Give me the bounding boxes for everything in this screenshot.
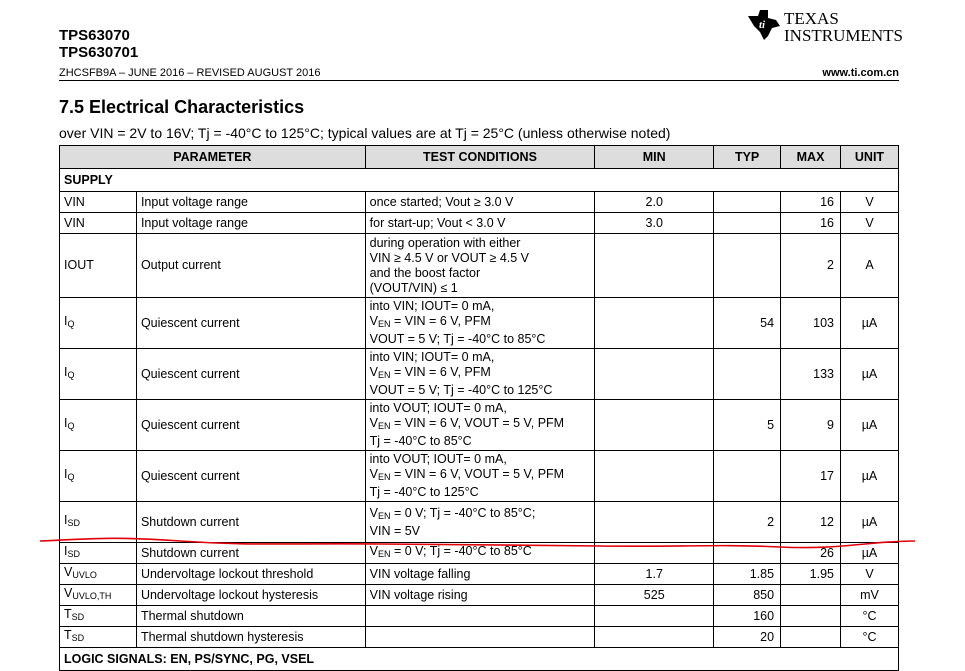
value-typ	[714, 349, 781, 400]
symbol-subscript: Q	[67, 319, 75, 329]
parameter-symbol	[60, 451, 137, 502]
value-max: 133	[781, 349, 841, 400]
parameter-symbol	[60, 298, 137, 349]
value-min	[595, 298, 714, 349]
condition-line: VOUT = 5 V; Tj = -40°C to 85°C	[369, 332, 546, 346]
condition-line: into VIN; IOUT= 0 mA,	[369, 299, 495, 313]
value-unit: °C	[841, 606, 899, 627]
parameter-name: Shutdown current	[136, 543, 365, 564]
value-max: 9	[781, 400, 841, 451]
header-unit: UNIT	[841, 146, 899, 169]
table-row	[60, 213, 899, 234]
table-row	[60, 451, 899, 502]
value-typ: 1.85	[714, 564, 781, 585]
value-max: 26	[781, 543, 841, 564]
test-conditions	[365, 234, 595, 298]
test-conditions	[365, 298, 595, 349]
test-conditions	[365, 213, 595, 234]
value-max: 2	[781, 234, 841, 298]
condition-line: $V_{EN} = 0$ V; Tj = -40°C to 85°C	[369, 544, 532, 559]
value-typ	[714, 234, 781, 298]
parameter-name: Shutdown current	[136, 502, 365, 543]
condition-line: Tj = -40°C to 125°C	[369, 485, 479, 499]
test-conditions	[365, 627, 595, 648]
parameter-symbol	[60, 627, 137, 648]
symbol-subscript: UVLO	[72, 570, 97, 580]
parameter-symbol	[60, 543, 137, 564]
symbol-subscript: SD	[67, 518, 80, 528]
table-row	[60, 298, 899, 349]
value-max	[781, 627, 841, 648]
group-row-logic	[60, 648, 899, 671]
header-test-conditions: TEST CONDITIONS	[365, 146, 595, 169]
value-min	[595, 451, 714, 502]
value-unit: V	[841, 192, 899, 213]
logo-text-line1: TEXAS	[784, 9, 839, 28]
condition-line: into VOUT; IOUT= 0 mA,	[369, 452, 507, 466]
header-parameter: PARAMETER	[60, 146, 366, 169]
parameter-name: Input voltage range	[136, 213, 365, 234]
symbol-text: IOUT	[64, 258, 94, 272]
header-min: MIN	[595, 146, 714, 169]
condition-line: VIN = 5V	[369, 523, 421, 538]
value-unit: µA	[841, 400, 899, 451]
parameter-symbol	[60, 349, 137, 400]
condition-line: VOUT = 5 V; Tj = -40°C to 125°C	[369, 383, 553, 397]
condition-line: for start-up; Vout < 3.0 V	[369, 215, 506, 230]
parameter-name: Quiescent current	[136, 451, 365, 502]
group-label: LOGIC SIGNALS: EN, PS/SYNC, PG, VSEL	[60, 648, 899, 671]
table-row	[60, 234, 899, 298]
value-max: 103	[781, 298, 841, 349]
condition-line: $V_{EN}$ = VIN = 6 V, VOUT = 5 V, PFM	[369, 467, 565, 482]
value-typ: 850	[714, 585, 781, 606]
condition-line: $V_{EN}$ = VIN = 6 V, PFM	[369, 314, 491, 329]
value-typ: 20	[714, 627, 781, 648]
test-conditions	[365, 502, 595, 543]
value-max: 17	[781, 451, 841, 502]
value-min	[595, 627, 714, 648]
symbol-subscript: Q	[67, 472, 75, 482]
group-row-supply	[60, 169, 899, 192]
svg-text:ti: ti	[759, 19, 766, 31]
table-row	[60, 400, 899, 451]
parameter-symbol	[60, 502, 137, 543]
ti-logo	[746, 6, 906, 46]
condition-line: into VIN; IOUT= 0 mA,	[369, 350, 495, 364]
condition-line: once started; Vout ≥ 3.0 V	[369, 194, 514, 209]
symbol-subscript: Q	[67, 370, 75, 380]
symbol-text: I	[64, 365, 68, 379]
condition-line: during operation with either	[369, 235, 521, 250]
condition-line: (VOUT/VIN) ≤ 1	[369, 280, 458, 295]
value-unit: µA	[841, 502, 899, 543]
value-max: 16	[781, 213, 841, 234]
website-url: www.ti.com.cn	[822, 67, 899, 79]
condition-line: into VOUT; IOUT= 0 mA,	[369, 401, 507, 415]
condition-line: Tj = -40°C to 85°C	[369, 434, 472, 448]
table-row	[60, 585, 899, 606]
symbol-text: T	[64, 607, 72, 621]
value-typ	[714, 192, 781, 213]
parameter-symbol	[60, 234, 137, 298]
value-unit: °C	[841, 627, 899, 648]
value-unit: mV	[841, 585, 899, 606]
parameter-name: Thermal shutdown	[136, 606, 365, 627]
symbol-text: I	[64, 513, 68, 527]
table-row	[60, 564, 899, 585]
symbol-text: V	[64, 565, 73, 579]
parameter-symbol	[60, 564, 137, 585]
value-max: 12	[781, 502, 841, 543]
test-conditions	[365, 400, 595, 451]
table-row	[60, 349, 899, 400]
condition-line: VIN ≥ 4.5 V or VOUT ≥ 4.5 V	[369, 250, 530, 265]
value-unit: A	[841, 234, 899, 298]
symbol-text: I	[64, 467, 68, 481]
value-unit: V	[841, 213, 899, 234]
symbol-text: VIN	[64, 194, 85, 209]
header-max: MAX	[781, 146, 841, 169]
table-header-row	[60, 146, 899, 169]
parameter-name: Quiescent current	[136, 400, 365, 451]
test-conditions	[365, 543, 595, 564]
value-typ	[714, 451, 781, 502]
value-typ: 2	[714, 502, 781, 543]
table-row	[60, 502, 899, 543]
value-min	[595, 606, 714, 627]
table-row	[60, 606, 899, 627]
electrical-characteristics-table	[59, 145, 899, 671]
value-typ: 54	[714, 298, 781, 349]
parameter-symbol	[60, 585, 137, 606]
part-number-2: TPS630701	[59, 44, 139, 61]
value-max	[781, 585, 841, 606]
value-min	[595, 502, 714, 543]
parameter-name: Quiescent current	[136, 298, 365, 349]
test-conditions	[365, 192, 595, 213]
symbol-subscript: UVLO,TH	[72, 591, 112, 601]
value-typ: 160	[714, 606, 781, 627]
value-min	[595, 400, 714, 451]
value-unit: µA	[841, 543, 899, 564]
parameter-name: Output current	[136, 234, 365, 298]
parameter-name: Undervoltage lockout threshold	[136, 564, 365, 585]
condition-line: $V_{EN} = 0$ V; Tj = -40°C to 85°C;	[369, 505, 536, 521]
symbol-text: I	[64, 314, 68, 328]
symbol-text: T	[64, 628, 72, 642]
symbol-text: VIN	[64, 215, 85, 230]
condition-line: VIN voltage rising	[369, 587, 468, 602]
parameter-symbol	[60, 400, 137, 451]
document-id: ZHCSFB9A – JUNE 2016 – REVISED AUGUST 2016	[59, 67, 321, 79]
table-body	[60, 169, 899, 648]
test-conditions	[365, 564, 595, 585]
part-number-1: TPS63070	[59, 27, 130, 44]
parameter-symbol	[60, 192, 137, 213]
symbol-text: V	[64, 586, 73, 600]
value-unit: µA	[841, 451, 899, 502]
table-row	[60, 543, 899, 564]
parameter-name: Thermal shutdown hysteresis	[136, 627, 365, 648]
test-conditions	[365, 349, 595, 400]
value-max: 1.95	[781, 564, 841, 585]
value-unit: V	[841, 564, 899, 585]
value-min: 1.7	[595, 564, 714, 585]
value-min	[595, 349, 714, 400]
value-unit: µA	[841, 298, 899, 349]
value-min	[595, 543, 714, 564]
logo-text-line2: INSTRUMENTS	[784, 26, 904, 45]
test-conditions	[365, 585, 595, 606]
parameter-symbol	[60, 213, 137, 234]
condition-line: and the boost factor	[369, 265, 481, 280]
header-divider	[59, 80, 899, 81]
value-typ: 5	[714, 400, 781, 451]
symbol-subscript: SD	[71, 633, 85, 643]
value-max	[781, 606, 841, 627]
table-row	[60, 627, 899, 648]
group-label: SUPPLY	[60, 169, 899, 192]
condition-line: $V_{EN}$ = VIN = 6 V, VOUT = 5 V, PFM	[369, 416, 565, 431]
symbol-text: I	[64, 544, 68, 558]
value-min: 3.0	[595, 213, 714, 234]
table-row	[60, 192, 899, 213]
parameter-name: Quiescent current	[136, 349, 365, 400]
symbol-subscript: SD	[71, 612, 85, 622]
section-subtitle: over VIN = 2V to 16V; Tj = -40°C to 125°C; typical values are at Tj = 25°C (unless otherwise noted)	[59, 125, 671, 141]
parameter-name: Input voltage range	[136, 192, 365, 213]
symbol-text: I	[64, 416, 68, 430]
section-title: 7.5 Electrical Characteristics	[59, 97, 305, 117]
part-numbers	[59, 27, 138, 61]
parameter-name: Undervoltage lockout hysteresis	[136, 585, 365, 606]
header-typ: TYP	[714, 146, 781, 169]
value-unit: µA	[841, 349, 899, 400]
test-conditions	[365, 606, 595, 627]
test-conditions	[365, 451, 595, 502]
condition-line: VIN voltage falling	[369, 566, 471, 581]
symbol-subscript: Q	[67, 421, 75, 431]
value-min	[595, 234, 714, 298]
value-typ	[714, 213, 781, 234]
value-min: 2.0	[595, 192, 714, 213]
value-min: 525	[595, 585, 714, 606]
value-max: 16	[781, 192, 841, 213]
symbol-subscript: SD	[67, 549, 80, 559]
value-typ	[714, 543, 781, 564]
ti-map-icon	[746, 6, 782, 42]
condition-line: $V_{EN}$ = VIN = 6 V, PFM	[369, 365, 491, 380]
parameter-symbol	[60, 606, 137, 627]
